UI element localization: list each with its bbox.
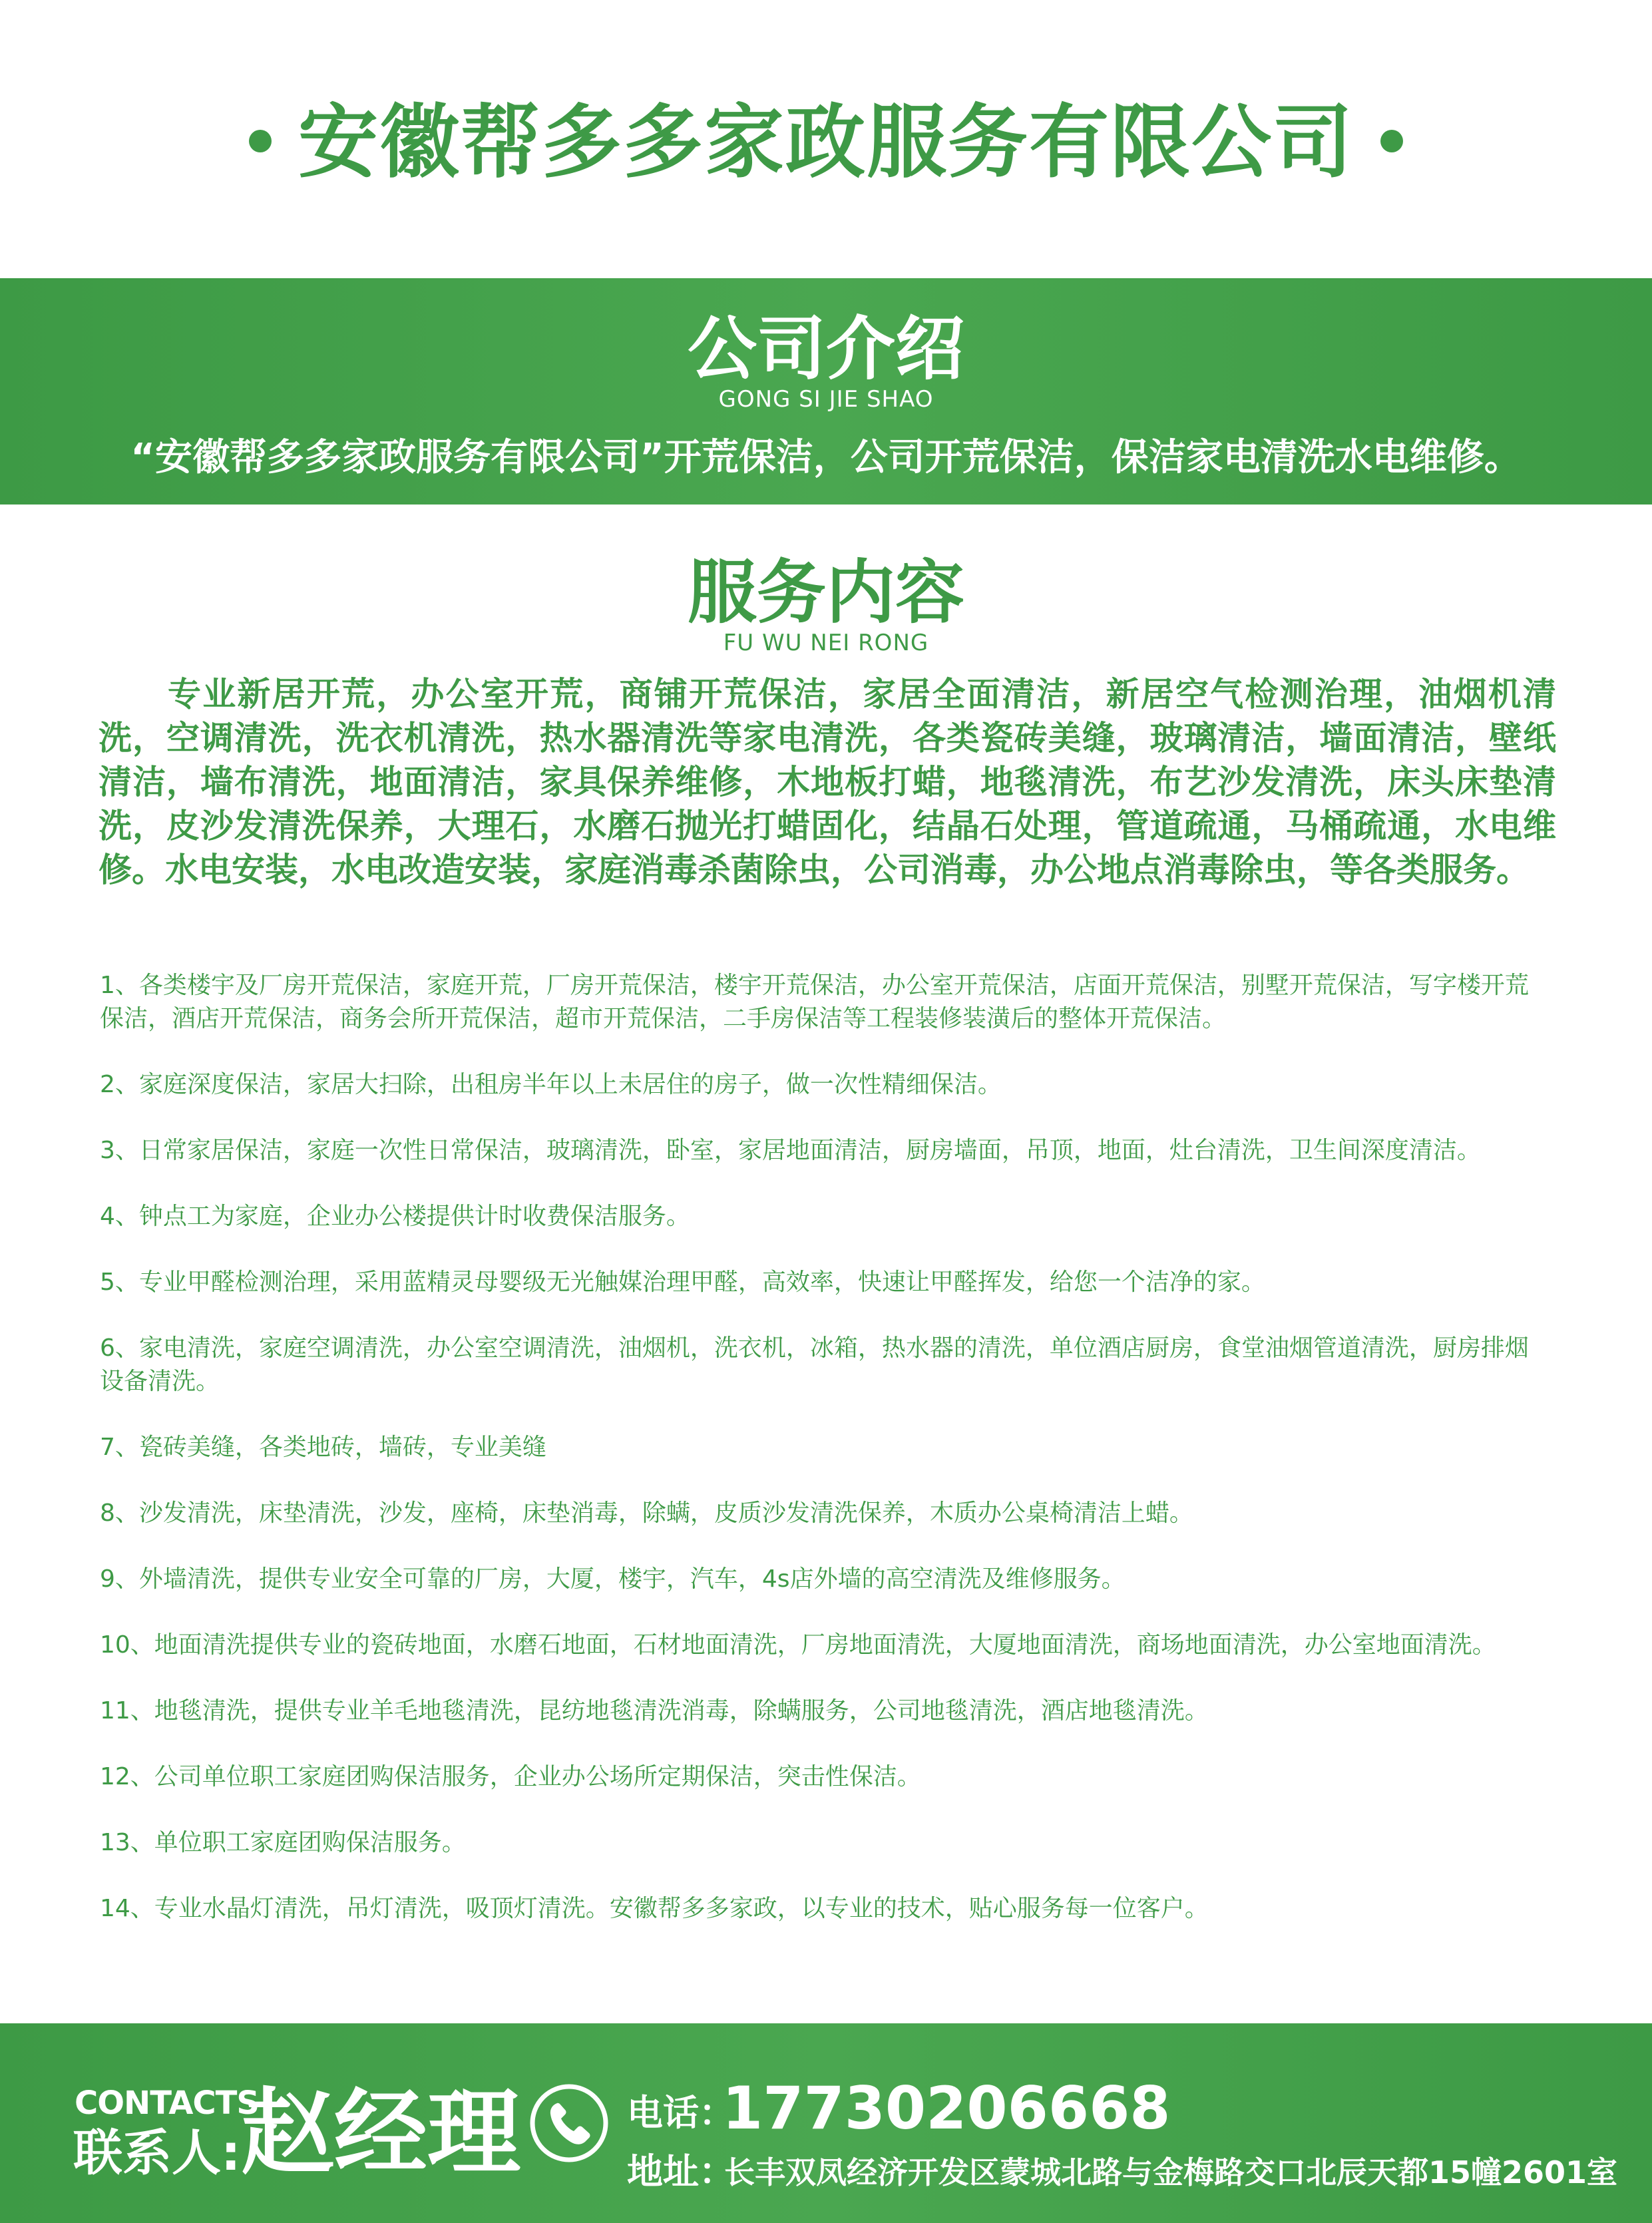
right-dot-decoration — [1380, 130, 1403, 152]
contacts-label: CONTACTS — [75, 2085, 259, 2122]
service-item: 7、瓷砖美缝，各类地砖，墙砖，专业美缝 — [100, 1434, 546, 1461]
service-item: 9、外墙清洗，提供专业安全可靠的厂房，大厦，楼宇，汽车，4s店外墙的高空清洗及维修服务。 — [100, 1565, 1126, 1593]
phone-number: 17730206668 — [722, 2074, 1171, 2142]
intro-pinyin: GONG SI JIE SHAO — [718, 386, 934, 413]
service-item: 10、地面清洗提供专业的瓷砖地面，水磨石地面，石材地面清洗，厂房地面清洗，大厦地面清洗，商场地面清洗，办公室地面清洗。 — [100, 1631, 1496, 1659]
service-item: 5、专业甲醛检测治理，采用蓝精灵母婴级无光触媒治理甲醛，高效率，快速让甲醛挥发，给您一个洁净的家。 — [100, 1269, 1265, 1296]
company-title — [0, 90, 1652, 196]
company-intro-section — [0, 278, 1652, 505]
company-header — [0, 0, 1652, 278]
phone-icon — [529, 2083, 609, 2163]
intro-heading: 公司介绍 — [687, 308, 964, 389]
phone-label: 电话： — [627, 2092, 735, 2134]
service-item: 2、家庭深度保洁，家居大扫除，出租房半年以上未居住的房子，做一次性精细保洁。 — [100, 1071, 1002, 1098]
address-text: 长丰双凤经济开发区蒙城北路与金梅路交口北辰天都15幢2601室 — [724, 2154, 1618, 2190]
address-label: 地址： — [627, 2150, 735, 2192]
services-summary: 专业新居开荒，办公室开荒，商铺开荒保洁，家居全面清洁，新居空气检测治理，油烟机清洗，空调清洗，洗衣机清洗，热水器清洗等家电清洗，各类瓷砖美缝，玻璃清洁，墙面清洁，壁纸清洁，墙布清洗，地面清洁，家具保养维修，木地板打蜡，地毯清洗，布艺沙发清洗，床头床垫清洗，皮沙发清洗保养，大理石，水磨石抛光打蜡固化，结晶石处理，管道疏通，马桶疏通，水电维修。水电安装，水电改造安装，家庭消毒杀菌除虫，公司消毒，办公地点消毒除虫，等各类服务。 — [99, 675, 1556, 889]
left-dot-decoration — [249, 130, 272, 152]
company-name: 安徽帮多多家政服务有限公司 — [298, 97, 1354, 189]
service-list — [100, 969, 1551, 1958]
services-heading: 服务内容 — [687, 552, 964, 633]
service-item: 14、专业水晶灯清洗，吊灯清洗，吸顶灯清洗。安徽帮多多家政，以专业的技术，贴心服务每一位客户。 — [100, 1895, 1209, 1922]
service-item: 3、日常家居保洁，家庭一次性日常保洁，玻璃清洗，卧室，家居地面清洁，厨房墙面，吊顶，地面，灶台清洗，卫生间深度清洁。 — [100, 1137, 1481, 1164]
intro-text: “安徽帮多多家政服务有限公司”开荒保洁，公司开荒保洁，保洁家电清洗水电维修。 — [130, 436, 1522, 479]
contact-person-label: 联系人: — [73, 2124, 241, 2182]
service-item: 4、钟点工为家庭，企业办公楼提供计时收费保洁服务。 — [100, 1203, 690, 1230]
service-item: 11、地毯清洗，提供专业羊毛地毯清洗，昆纺地毯清洗消毒，除螨服务，公司地毯清洗，酒店地毯清洗。 — [100, 1697, 1209, 1724]
contact-person-name: 赵经理 — [241, 2079, 521, 2188]
services-pinyin: FU WU NEI RONG — [723, 630, 929, 656]
service-item: 1、各类楼宇及厂房开荒保洁，家庭开荒，厂房开荒保洁，楼宇开荒保洁，办公室开荒保洁，店面开荒保洁，别墅开荒保洁，写字楼开荒保洁，酒店开荒保洁，商务会所开荒保洁，超市开荒保洁，二手房保洁等工程装修装潢后的整体开荒保洁。 — [100, 972, 1529, 1032]
service-item: 6、家电清洗，家庭空调清洗，办公室空调清洗，油烟机，洗衣机，冰箱，热水器的清洗，单位酒店厨房，食堂油烟管道清洗，厨房排烟设备清洗。 — [100, 1334, 1529, 1395]
service-item: 13、单位职工家庭团购保洁服务。 — [100, 1829, 466, 1856]
contact-footer — [0, 2023, 1652, 2223]
service-item: 12、公司单位职工家庭团购保洁服务，企业办公场所定期保洁，突击性保洁。 — [100, 1763, 921, 1790]
service-item: 8、沙发清洗，床垫清洗，沙发，座椅，床垫消毒，除螨，皮质沙发清洗保养，木质办公桌椅清洁上蜡。 — [100, 1500, 1193, 1527]
